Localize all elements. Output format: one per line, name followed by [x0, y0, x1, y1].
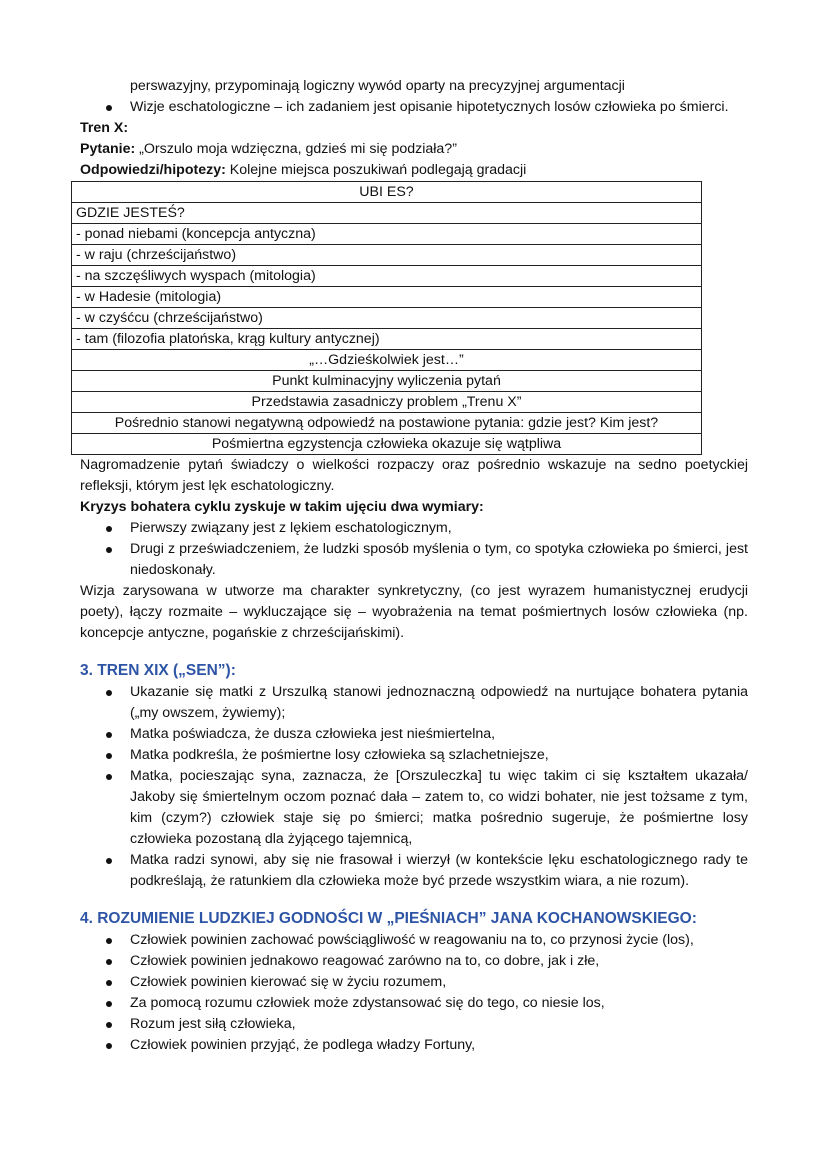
section-heading: 4. ROZUMIENIE LUDZKIEJ GODNOŚCI W „PIEŚNIACH” JANA KOCHANOWSKIEGO: [80, 910, 697, 927]
table-row [72, 308, 702, 329]
table-row [72, 287, 702, 308]
list-item: Drugi z przeświadczeniem, że ludzki sposób myślenia o tym, co spotyka człowieka po śmierci, jest niedoskonały. [80, 539, 748, 581]
section4-bullet-list [80, 930, 748, 1056]
list-item: Rozum jest siłą człowieka, [80, 1014, 748, 1035]
list-item: Człowiek powinien zachować powściągliwość w reagowaniu na to, co przynosi życie (los), [80, 930, 748, 951]
table-cell: Pośmiertna egzystencja człowieka okazuje się wątpliwa [72, 434, 702, 455]
list-item: Wizje eschatologiczne – ich zadaniem jest opisanie hipotetycznych losów człowieka po śmierci. [80, 97, 748, 118]
table-cell: Punkt kulminacyjny wyliczenia pytań [72, 371, 702, 392]
table-cell: - tam (filozofia platońska, krąg kultury antycznej) [72, 329, 702, 350]
tren-x-question: Pytanie: „Orszulo moja wdzięczna, gdzieś mi się podziała?” [80, 141, 457, 157]
table-cell: - na szczęśliwych wyspach (mitologia) [72, 266, 702, 287]
crisis-heading: Kryzys bohatera cyklu zyskuje w takim ujęciu dwa wymiary: [80, 499, 484, 515]
table-cell: GDZIE JESTEŚ? [72, 203, 702, 224]
intro-bullet-list [80, 76, 748, 118]
table-row [72, 329, 702, 350]
table-row [72, 203, 702, 224]
table-cell: - w czyśćcu (chrześcijaństwo) [72, 308, 702, 329]
list-item: Za pomocą rozumu człowiek może zdystansować się do tego, co niesie los, [80, 993, 748, 1014]
table-cell: „…Gdzieśkolwiek jest…” [72, 350, 702, 371]
table-row [72, 266, 702, 287]
paragraph: Wizja zarysowana w utworze ma charakter synkretyczny, (co jest wyrazem humanistycznej erudycji poety), łączy rozmaite – wykluczające się – wyobrażenia na temat pośmiertnych losów człowieka (np. koncepcje antyczne, pogańskie z chrześcijańskimi). [80, 583, 748, 641]
list-item: Matka podkreśla, że pośmiertne losy człowieka są szlachetniejsze, [80, 745, 748, 766]
table-row [72, 392, 702, 413]
table-cell: - w raju (chrześcijaństwo) [72, 245, 702, 266]
table-cell: - w Hadesie (mitologia) [72, 287, 702, 308]
list-item: Ukazanie się matki z Urszulką stanowi jednoznaczną odpowiedź na nurtujące bohatera pytania („my owszem, żywiemy); [80, 682, 748, 724]
table-row [72, 350, 702, 371]
table-row [72, 245, 702, 266]
table-cell: Pośrednio stanowi negatywną odpowiedź na postawione pytania: gdzie jest? Kim jest? [72, 413, 702, 434]
table-row [72, 371, 702, 392]
list-item: Człowiek powinien kierować się w życiu rozumem, [80, 972, 748, 993]
ubi-es-table [71, 181, 702, 455]
list-item: Człowiek powinien przyjąć, że podlega władzy Fortuny, [80, 1035, 748, 1056]
list-item: Matka radzi synowi, aby się nie frasował i wierzył (w kontekście lęku eschatologicznego rady te podkreślają, że ratunkiem dla człowieka może być przede wszystkim wiara, a nie rozum). [80, 850, 748, 892]
section3-bullet-list [80, 682, 748, 892]
table-row [72, 413, 702, 434]
section-heading: 3. TREN XIX („SEN”): [80, 662, 236, 679]
crisis-bullet-list [80, 518, 748, 581]
list-item: Człowiek powinien jednakowo reagować zarówno na to, co dobre, jak i złe, [80, 951, 748, 972]
table-row [72, 182, 702, 203]
table-row [72, 434, 702, 455]
table-cell: Przedstawia zasadniczy problem „Trenu X” [72, 392, 702, 413]
list-item: Matka poświadcza, że dusza człowieka jest nieśmiertelna, [80, 724, 748, 745]
list-item: perswazyjny, przypominają logiczny wywód oparty na precyzyjnej argumentacji [130, 78, 625, 94]
table-cell: UBI ES? [72, 182, 702, 203]
tren-x-heading: Tren X: [80, 120, 129, 136]
paragraph: Nagromadzenie pytań świadczy o wielkości rozpaczy oraz pośrednio wskazuje na sedno poetyckiej refleksji, którym jest lęk eschatologiczny. [80, 457, 748, 494]
tren-x-answers: Odpowiedzi/hipotezy: Kolejne miejsca poszukiwań podlegają gradacji [80, 162, 527, 178]
list-item: Pierwszy związany jest z lękiem eschatologicznym, [80, 518, 748, 539]
list-item: Matka, pocieszając syna, zaznacza, że [Orszuleczka] tu więc takim ci się kształtem ukazała/ Jakoby się śmiertelnym oczom poznać dała – zatem to, co widzi bohater, nie jest tożsame z tym, kim (czym?) człowiek staje się po śmierci; matka pośrednio sugeruje, że pośmiertne losy człowieka pozostaną dla żyjącego tajemnicą, [80, 766, 748, 850]
table-cell: - ponad niebami (koncepcja antyczna) [72, 224, 702, 245]
table-row [72, 224, 702, 245]
